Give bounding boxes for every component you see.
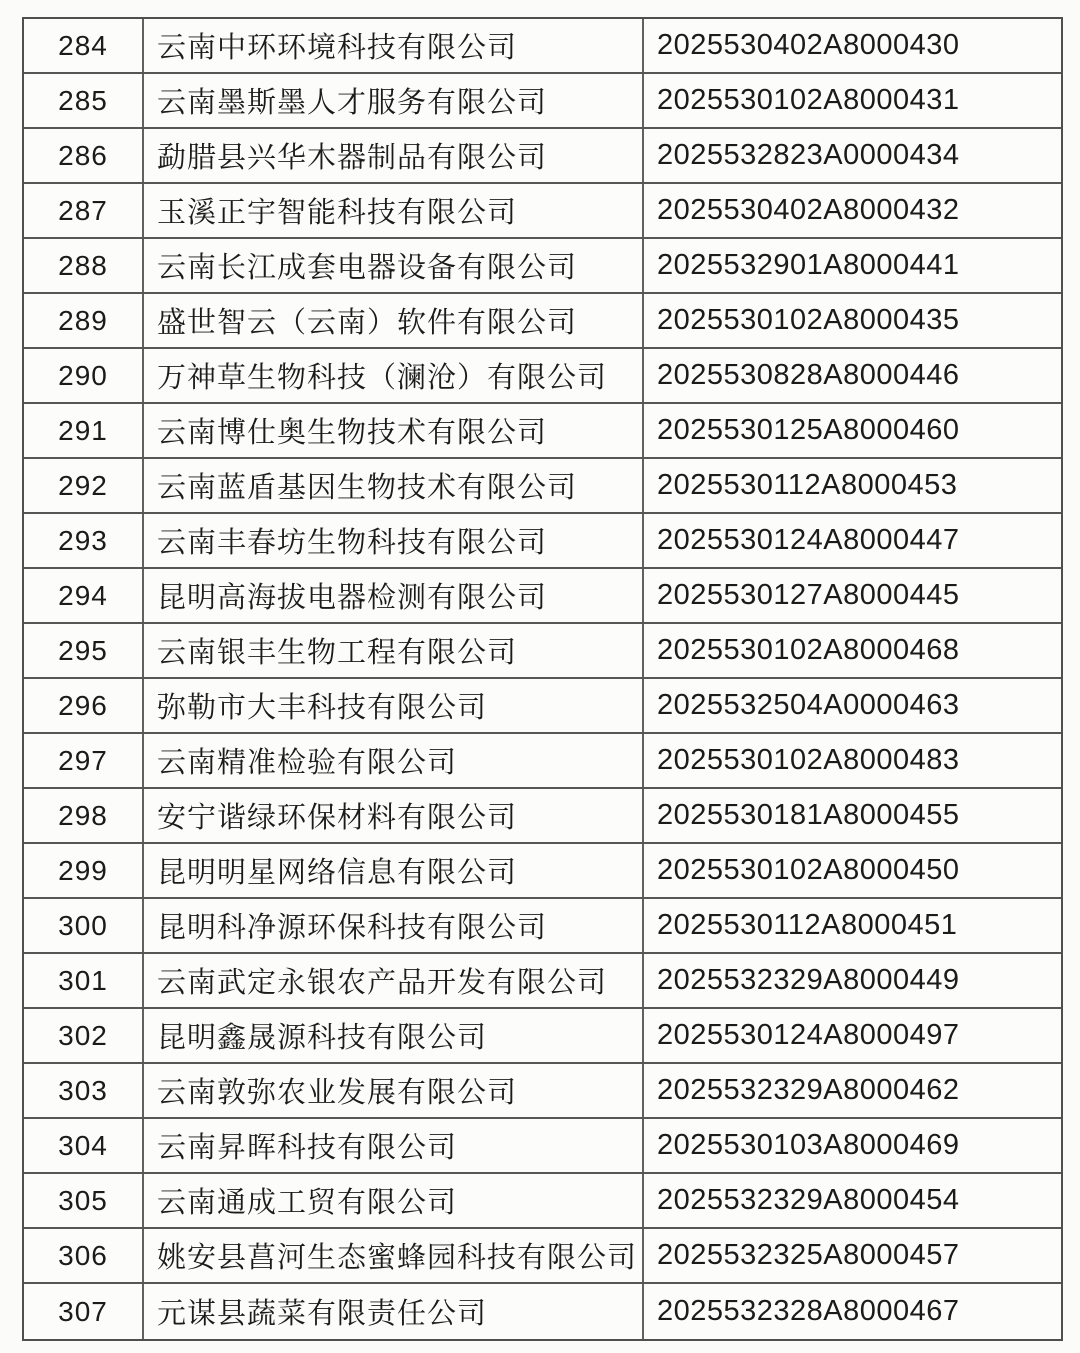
credit-code-cell: 2025530402A8000432 <box>657 194 960 226</box>
table-row <box>24 349 1061 404</box>
row-number-cell: 290 <box>24 349 144 402</box>
company-name-cell: 昆明高海拔电器检测有限公司 <box>144 569 644 622</box>
credit-code-cell: 2025530828A8000446 <box>657 359 960 391</box>
row-number-cell: 291 <box>24 404 144 457</box>
table-row <box>24 239 1061 294</box>
table-row <box>24 184 1061 239</box>
row-number-cell: 287 <box>24 184 144 237</box>
row-number-cell: 298 <box>24 789 144 842</box>
company-name-cell: 云南精准检验有限公司 <box>144 734 644 787</box>
company-name-cell: 云南丰春坊生物科技有限公司 <box>144 514 644 567</box>
row-number-cell: 293 <box>24 514 144 567</box>
row-number-cell: 292 <box>24 459 144 512</box>
table-row <box>24 789 1061 844</box>
company-name-cell: 云南通成工贸有限公司 <box>144 1174 644 1227</box>
table-row <box>24 19 1061 74</box>
credit-code-cell: 2025530125A8000460 <box>657 414 960 446</box>
row-number-cell: 299 <box>24 844 144 897</box>
table-row <box>24 679 1061 734</box>
credit-code-cell: 2025530102A8000450 <box>657 854 960 886</box>
row-number-cell: 297 <box>24 734 144 787</box>
row-number-cell: 288 <box>24 239 144 292</box>
company-name-cell: 弥勒市大丰科技有限公司 <box>144 679 644 732</box>
table-row <box>24 294 1061 349</box>
credit-code-cell: 2025532504A0000463 <box>657 689 960 721</box>
row-number-cell: 285 <box>24 74 144 127</box>
table-row <box>24 1284 1061 1339</box>
row-number-cell: 296 <box>24 679 144 732</box>
credit-code-cell: 2025532328A8000467 <box>657 1295 960 1327</box>
table-row <box>24 514 1061 569</box>
credit-code-cell: 2025530102A8000483 <box>657 744 960 776</box>
credit-code-cell: 2025530112A8000453 <box>657 469 958 501</box>
credit-code-cell: 2025532329A8000462 <box>657 1074 960 1106</box>
company-name-cell: 玉溪正宇智能科技有限公司 <box>144 184 644 237</box>
credit-code-cell: 2025530102A8000468 <box>657 634 960 666</box>
company-name-cell: 安宁谐绿环保材料有限公司 <box>144 789 644 842</box>
table-row <box>24 899 1061 954</box>
row-number-cell: 300 <box>24 899 144 952</box>
company-name-cell: 昆明鑫晟源科技有限公司 <box>144 1009 644 1062</box>
company-table <box>22 17 1063 1341</box>
row-number-cell: 302 <box>24 1009 144 1062</box>
table-row <box>24 1174 1061 1229</box>
company-name-cell: 云南银丰生物工程有限公司 <box>144 624 644 677</box>
credit-code-cell: 2025530124A8000497 <box>657 1019 960 1051</box>
row-number-cell: 286 <box>24 129 144 182</box>
row-number-cell: 301 <box>24 954 144 1007</box>
table-row <box>24 734 1061 789</box>
table-row <box>24 569 1061 624</box>
row-number-cell: 304 <box>24 1119 144 1172</box>
table-row <box>24 1064 1061 1119</box>
table-row <box>24 624 1061 679</box>
company-name-cell: 云南中环环境科技有限公司 <box>144 19 644 72</box>
credit-code-cell: 2025532329A8000454 <box>657 1184 960 1216</box>
company-name-cell: 盛世智云（云南）软件有限公司 <box>144 294 644 347</box>
row-number-cell: 295 <box>24 624 144 677</box>
company-name-cell: 云南蓝盾基因生物技术有限公司 <box>144 459 644 512</box>
table-row <box>24 74 1061 129</box>
table-row <box>24 459 1061 514</box>
company-name-cell: 姚安县菖河生态蜜蜂园科技有限公司 <box>144 1229 644 1282</box>
credit-code-cell: 2025532823A0000434 <box>657 139 960 171</box>
company-name-cell: 勐腊县兴华木器制品有限公司 <box>144 129 644 182</box>
company-name-cell: 云南昇晖科技有限公司 <box>144 1119 644 1172</box>
credit-code-cell: 2025532329A8000449 <box>657 964 960 996</box>
row-number-cell: 284 <box>24 19 144 72</box>
company-name-cell: 昆明明星网络信息有限公司 <box>144 844 644 897</box>
table-row <box>24 844 1061 899</box>
company-name-cell: 万神草生物科技（澜沧）有限公司 <box>144 349 644 402</box>
table-row <box>24 129 1061 184</box>
company-name-cell: 云南武定永银农产品开发有限公司 <box>144 954 644 1007</box>
table-row <box>24 1119 1061 1174</box>
company-name-cell: 云南长江成套电器设备有限公司 <box>144 239 644 292</box>
company-name-cell: 云南博仕奥生物技术有限公司 <box>144 404 644 457</box>
row-number-cell: 294 <box>24 569 144 622</box>
table-row <box>24 404 1061 459</box>
company-name-cell: 云南敦弥农业发展有限公司 <box>144 1064 644 1117</box>
credit-code-cell: 2025530181A8000455 <box>657 799 960 831</box>
credit-code-cell: 2025530103A8000469 <box>657 1129 960 1161</box>
credit-code-cell: 2025532901A8000441 <box>657 249 960 281</box>
table-row <box>24 1229 1061 1284</box>
company-name-cell: 元谋县蔬菜有限责任公司 <box>144 1284 644 1339</box>
company-name-cell: 云南墨斯墨人才服务有限公司 <box>144 74 644 127</box>
credit-code-cell: 2025530102A8000435 <box>657 304 960 336</box>
credit-code-cell: 2025530112A8000451 <box>657 909 958 941</box>
credit-code-cell: 2025530102A8000431 <box>657 84 960 116</box>
credit-code-cell: 2025530402A8000430 <box>657 29 960 61</box>
row-number-cell: 306 <box>24 1229 144 1282</box>
table-row <box>24 954 1061 1009</box>
credit-code-cell: 2025530127A8000445 <box>657 579 960 611</box>
company-name-cell: 昆明科净源环保科技有限公司 <box>144 899 644 952</box>
row-number-cell: 305 <box>24 1174 144 1227</box>
credit-code-cell: 2025532325A8000457 <box>657 1239 960 1271</box>
credit-code-cell: 2025530124A8000447 <box>657 524 960 556</box>
row-number-cell: 307 <box>24 1284 144 1339</box>
table-row <box>24 1009 1061 1064</box>
row-number-cell: 289 <box>24 294 144 347</box>
row-number-cell: 303 <box>24 1064 144 1117</box>
